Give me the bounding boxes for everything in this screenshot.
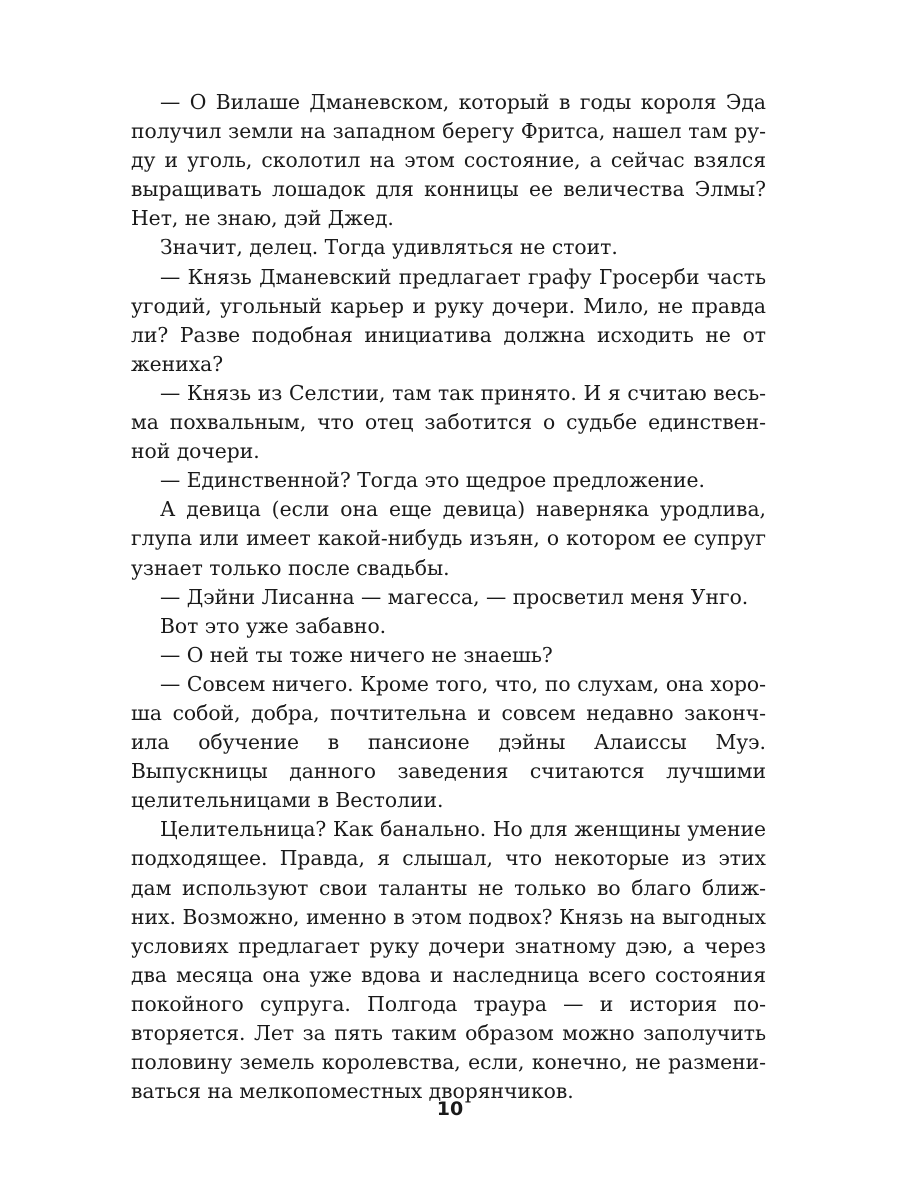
body-text: [131, 88, 766, 1106]
paragraph: — О ней ты тоже ничего не знаешь?: [160, 642, 553, 667]
paragraph: Целительница? Как банально. Но для женщины умение подходящее. Правда, я слышал, что некоторые из этих дам используют свои таланты не только во благо ближних. Возможно, именно в этом подвох? Князь на выгодных условиях предлагает руку дочери знатному дэю, а через два месяца она уже вдова и наследница всего состояния покойного супруга. Полгода траура — и история повторяется. Лет за пять таким образом можно заполучить половину земель королевства, если, конечно, не размениваться на мелкопоместных дворянчиков.: [131, 817, 766, 1104]
paragraph: Значит, делец. Тогда удивляться не стоит.: [160, 235, 618, 260]
paragraph: Вот это уже забавно.: [160, 613, 387, 638]
paragraph: — Князь Дманевский предлагает графу Гросерби часть угодий, угольный карьер и руку дочери. Мило, не правда ли? Разве подобная инициатива должна исходить не от жениха?: [131, 264, 766, 376]
paragraph: — Совсем ничего. Кроме того, что, по слухам, она хороша собой, добра, почтительна и совсем недавно закончила обучение в пансионе дэйны Алаиссы Муэ. Выпускницы данного заведения считаются лучшими целительницами в Вестолии.: [131, 671, 766, 813]
page-number: 10: [436, 1098, 464, 1120]
paragraph: — О Вилаше Дманевском, который в годы короля Эда получил земли на западном берегу Фритса, нашел там руду и уголь, сколотил на этом состояние, а сейчас взялся выращивать лошадок для конницы ее величества Элмы? Нет, не знаю, дэй Джед.: [131, 90, 766, 231]
paragraph: — Князь из Селстии, там так принято. И я считаю весьма похвальным, что отец заботится о судьбе единственной дочери.: [131, 380, 766, 464]
paragraph: — Дэйни Лисанна — магесса, — просветил меня Унго.: [160, 584, 749, 609]
paragraph: — Единственной? Тогда это щедрое предложение.: [160, 468, 705, 493]
paragraph: А девица (если она еще девица) наверняка уродлива, глупа или имеет какой-нибудь изъян, о котором ее супруг узнает только после свадьбы.: [131, 497, 766, 580]
